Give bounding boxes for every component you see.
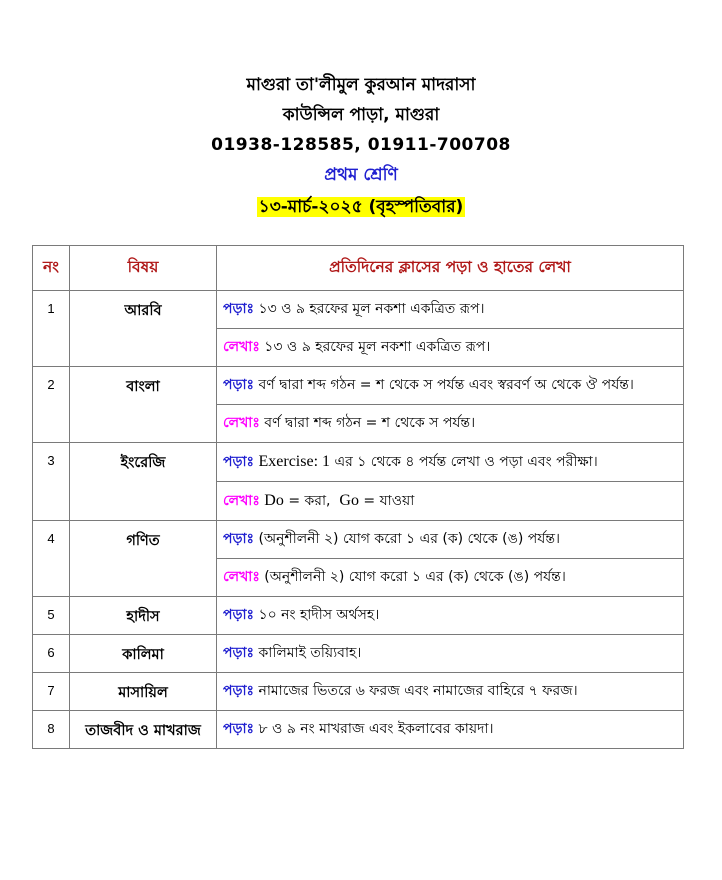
read-text-english: Exercise: 1 <box>258 453 331 470</box>
read-label: পড়াঃ <box>223 721 255 737</box>
read-text: বর্ণ দ্বারা শব্দ গঠন = শ থেকে স পর্যন্ত এবং স্বরবর্ণ অ থেকে ঔ পর্যন্ত। <box>258 377 634 393</box>
schedule-table <box>32 245 684 749</box>
address: কাউন্সিল পাড়া, মাগুরা <box>282 105 440 125</box>
table-row <box>33 367 684 405</box>
subject-name: তাজবীদ ও মাখরাজ <box>70 711 217 749</box>
subject-name: হাদীস <box>70 597 217 635</box>
read-label: পড়াঃ <box>223 301 255 317</box>
read-cell <box>217 673 684 711</box>
read-cell <box>217 291 684 329</box>
row-number: 7 <box>33 673 70 711</box>
write-cell <box>217 329 684 367</box>
read-label: পড়াঃ <box>223 377 255 393</box>
row-number: 6 <box>33 635 70 673</box>
read-text: ১০ নং হাদীস অর্থসহ। <box>258 607 380 623</box>
write-word-go: Go <box>339 492 359 509</box>
read-label: পড়াঃ <box>223 607 255 623</box>
read-text: ৮ ও ৯ নং মাখরাজ এবং ইকলাবের কায়দা। <box>258 721 494 737</box>
row-number: 1 <box>33 291 70 367</box>
write-label: লেখাঃ <box>223 493 260 509</box>
write-meaning-go: = যাওয়া <box>363 493 415 509</box>
read-cell <box>217 635 684 673</box>
header-num: নং <box>33 246 70 291</box>
read-cell <box>217 711 684 749</box>
read-cell <box>217 367 684 405</box>
write-cell <box>217 405 684 443</box>
write-word-do: Do <box>264 492 284 509</box>
subject-name: বাংলা <box>70 367 217 443</box>
read-text: এর ১ থেকে ৪ পর্যন্ত লেখা ও পড়া এবং পরীক্ষা। <box>334 454 598 470</box>
row-number: 8 <box>33 711 70 749</box>
row-number: 5 <box>33 597 70 635</box>
write-text: ১৩ ও ৯ হরফের মূল নকশা একত্রিত রূপ। <box>264 339 491 355</box>
write-text: (অনুশীলনী ২) যোগ করো ১ এর (ক) থেকে (ঙ) পর্যন্ত। <box>264 569 566 585</box>
read-text: ১৩ ও ৯ হরফের মূল নকশা একত্রিত রূপ। <box>258 301 485 317</box>
header-subject: বিষয় <box>70 246 217 291</box>
subject-name: ইংরেজি <box>70 443 217 521</box>
date-line: ১৩-মার্চ-২০২৫ (বৃহস্পতিবার) <box>258 197 464 217</box>
read-label: পড়াঃ <box>223 645 255 661</box>
table-row <box>33 711 684 749</box>
read-text: কালিমাই তয়্যিবাহ। <box>258 645 362 661</box>
class-title: প্রথম শ্রেণি <box>324 165 398 185</box>
read-text: নামাজের ভিতরে ৬ ফরজ এবং নামাজের বাহিরে ৭ ফরজ। <box>258 683 578 699</box>
subject-name: আরবি <box>70 291 217 367</box>
row-number: 2 <box>33 367 70 443</box>
table-header-row <box>33 246 684 291</box>
read-label: পড়াঃ <box>223 683 255 699</box>
write-meaning-do: = করা, <box>288 493 331 509</box>
document-header <box>0 70 722 222</box>
write-text: বর্ণ দ্বারা শব্দ গঠন = শ থেকে স পর্যন্ত। <box>264 415 476 431</box>
read-cell <box>217 597 684 635</box>
subject-name: মাসায়িল <box>70 673 217 711</box>
table-row <box>33 597 684 635</box>
phone-numbers: 01938-128585, 01911-700708 <box>211 135 511 155</box>
subject-name: গণিত <box>70 521 217 597</box>
header-content: প্রতিদিনের ক্লাসের পড়া ও হাতের লেখা <box>217 246 684 291</box>
madrasa-name: মাগুরা তা'লীমুল কুরআন মাদরাসা <box>246 75 476 95</box>
read-cell <box>217 443 684 482</box>
table-row <box>33 443 684 482</box>
subject-name: কালিমা <box>70 635 217 673</box>
read-text: (অনুশীলনী ২) যোগ করো ১ এর (ক) থেকে (ঙ) পর্যন্ত। <box>258 531 561 547</box>
write-cell <box>217 482 684 521</box>
write-label: লেখাঃ <box>223 339 260 355</box>
row-number: 4 <box>33 521 70 597</box>
table-row <box>33 521 684 559</box>
table-row <box>33 673 684 711</box>
table-row <box>33 635 684 673</box>
write-label: লেখাঃ <box>223 415 260 431</box>
row-number: 3 <box>33 443 70 521</box>
read-label: পড়াঃ <box>223 454 255 470</box>
read-cell <box>217 521 684 559</box>
write-label: লেখাঃ <box>223 569 260 585</box>
table-row <box>33 291 684 329</box>
read-label: পড়াঃ <box>223 531 255 547</box>
write-cell <box>217 559 684 597</box>
